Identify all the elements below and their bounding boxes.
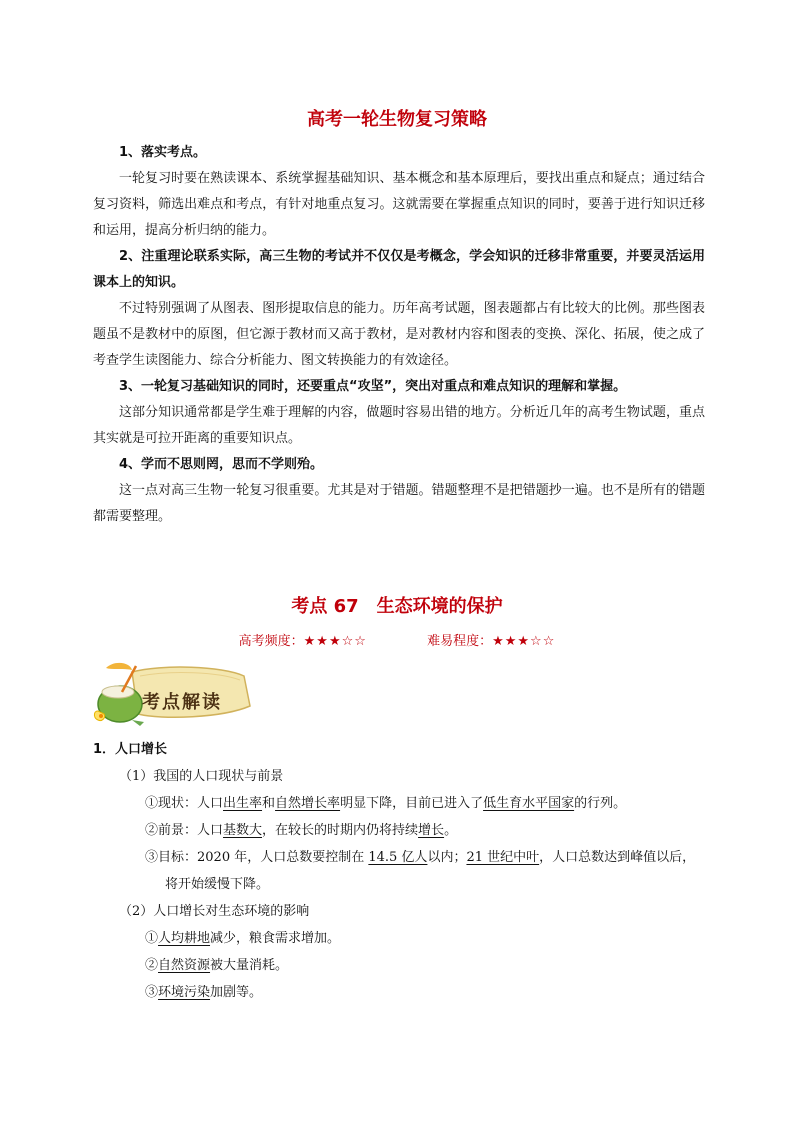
text-run: ①现状：人口: [145, 796, 224, 811]
list-item-status: [93, 790, 705, 817]
keyword: 环境污染: [158, 985, 211, 1000]
intro-paragraph-1: 一轮复习时要在熟读课本、系统掌握基础知识、基本概念和基本原理后，要找出重点和疑点；通过结合复习资料，筛选出难点和考点，有针对地重点复习。这就需要在掌握重点知识的同时，要善于进行知识迁移和运用，提高分析归纳的能力。: [93, 171, 705, 238]
intro-heading-1: 1、落实考点。: [119, 145, 207, 160]
intro-paragraph-4: 这一点对高三生物一轮复习很重要。尤其是对于错题。错题整理不是把错题抄一遍。也不是所有的错题都需要整理。: [93, 483, 705, 524]
text-run: 减少，粮食需求增加。: [210, 931, 341, 946]
keyword: 人均耕地: [158, 931, 211, 946]
frequency-rating: [239, 630, 367, 649]
text-run: ①: [145, 931, 159, 946]
intro-heading-4: 4、学而不思则罔，思而不学则殆。: [119, 457, 324, 472]
text-run: 被大量消耗。: [210, 958, 289, 973]
intro-section: [93, 140, 705, 530]
list-item-goal-continued: 将开始缓慢下降。: [165, 877, 270, 892]
content-section: [93, 736, 705, 1006]
text-run: ②: [145, 958, 159, 973]
text-run: ②前景：人口: [145, 823, 224, 838]
list-item-prospect: [93, 817, 705, 844]
text-run: 加剧等。: [210, 985, 263, 1000]
text-run: 的行列。: [574, 796, 627, 811]
keyword: 自然增长率: [275, 796, 341, 811]
text-run: ③目标：2020 年，人口总数要控制在: [145, 850, 369, 865]
text-run: 以内；: [427, 850, 467, 865]
list-item-resources: [93, 952, 705, 979]
frequency-stars: ★★★☆☆: [303, 634, 367, 649]
text-run: ，在较长的时期内仍将持续: [262, 823, 419, 838]
text-run: 。: [444, 823, 458, 838]
difficulty-stars: ★★★☆☆: [492, 634, 556, 649]
section-badge-label: 考点解读: [142, 692, 222, 713]
intro-heading-3: 3、一轮复习基础知识的同时，还要重点“攻坚”，突出对重点和难点知识的理解和掌握。: [119, 379, 627, 394]
list-item-pollution: [93, 979, 705, 1006]
keyword: 出生率: [223, 796, 263, 811]
keyword: 低生育水平国家: [483, 796, 575, 811]
text-run: 明显下降，目前已进入了: [340, 796, 484, 811]
intro-paragraph-3: 这部分知识通常都是学生难于理解的内容，做题时容易出错的地方。分析近几年的高考生物试题，重点其实就是可拉开距离的重要知识点。: [93, 405, 705, 446]
intro-paragraph-2: 不过特别强调了从图表、图形提取信息的能力。历年高考试题，图表题都占有比较大的比例。那些图表题虽不是教材中的原图，但它源于教材而又高于教材，是对教材内容和图表的变换、深化、拓展，使之成了考查学生读图能力、综合分析能力、图文转换能力的有效途径。: [93, 301, 705, 368]
subsection-title-2: （2）人口增长对生态环境的影响: [119, 904, 310, 919]
text-run: ，人口总数达到峰值以后，: [539, 850, 696, 865]
keyword: 基数大: [223, 823, 263, 838]
difficulty-label: 难易程度：: [427, 634, 493, 649]
topic-title: 考点 67 生态环境的保护: [291, 596, 503, 617]
keyword: 21 世纪中叶: [466, 850, 540, 865]
text-run: ③: [145, 985, 159, 1000]
frequency-label: 高考频度：: [238, 634, 304, 649]
intro-heading-2: 2、注重理论联系实际，高三生物的考试并不仅仅是考概念，学会知识的迁移非常重要，并要灵活运用课本上的知识。: [93, 249, 705, 290]
list-item-farmland: [93, 925, 705, 952]
section-heading-population: 1．人口增长: [93, 742, 168, 757]
keyword: 增长: [418, 823, 445, 838]
page-title: 高考一轮生物复习策略: [307, 109, 487, 130]
list-item-goal: [93, 844, 705, 871]
text-run: 和: [262, 796, 276, 811]
difficulty-rating: [427, 630, 555, 649]
topic-meta: [0, 630, 794, 649]
keyword: 自然资源: [158, 958, 211, 973]
keyword: 14.5 亿人: [368, 850, 428, 865]
subsection-title-1: （1）我国的人口现状与前景: [119, 769, 284, 784]
